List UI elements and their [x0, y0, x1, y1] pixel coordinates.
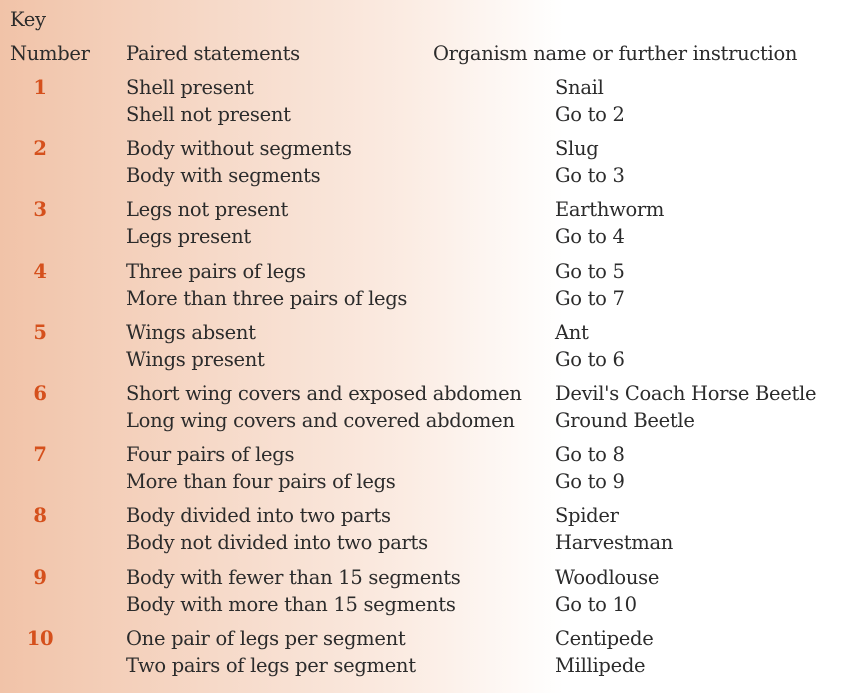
result-b: Go to 2: [555, 103, 625, 126]
result-b: Go to 10: [555, 592, 637, 616]
key-row-group: [0, 260, 854, 316]
key-row-group: [0, 137, 854, 193]
statement-b: Wings present: [126, 347, 265, 371]
result-a: Snail: [555, 76, 604, 99]
key-row-group: [0, 566, 854, 622]
statement-a: Three pairs of legs: [126, 259, 306, 283]
key-row-group: [0, 627, 854, 683]
result-b: Harvestman: [555, 531, 674, 555]
result-a: Go to 5: [555, 259, 625, 283]
key-number: 3: [33, 198, 47, 222]
key-row-group: [0, 443, 854, 499]
statement-a: Body divided into two parts: [126, 504, 391, 528]
statement-b: More than four pairs of legs: [126, 470, 396, 494]
key-row-group: [0, 198, 854, 254]
result-a: Centipede: [555, 626, 654, 650]
result-b: Go to 6: [555, 347, 625, 371]
statement-a: Body with fewer than 15 segments: [126, 565, 461, 589]
header-statements: Paired statements: [126, 42, 300, 65]
result-b: Ground Beetle: [555, 409, 695, 432]
key-row-group: [0, 321, 854, 377]
statement-b: Legs present: [126, 225, 251, 249]
statement-a: Body without segments: [126, 137, 352, 161]
statement-b: Body with more than 15 segments: [126, 592, 456, 616]
statement-a: Legs not present: [126, 198, 288, 222]
result-b: Go to 3: [555, 164, 625, 188]
statement-b: Shell not present: [126, 103, 291, 126]
key-number: 6: [33, 382, 47, 405]
statement-a: Wings absent: [126, 320, 256, 344]
key-number: 8: [33, 504, 47, 528]
key-number: 4: [33, 259, 47, 283]
key-title: Key: [10, 8, 46, 31]
key-number: 1: [33, 76, 47, 99]
statement-a: One pair of legs per segment: [126, 626, 406, 650]
statement-b: More than three pairs of legs: [126, 286, 408, 310]
key-number: 7: [33, 443, 47, 467]
header-number: Number: [10, 42, 90, 65]
key-row-group: [0, 76, 854, 132]
result-b: Go to 9: [555, 470, 625, 494]
statement-b: Body with segments: [126, 164, 321, 188]
header-result: Organism name or further instruction: [433, 42, 798, 65]
result-a: Earthworm: [555, 198, 665, 222]
statement-a: Shell present: [126, 76, 254, 99]
statement-b: Long wing covers and covered abdomen: [126, 409, 515, 432]
key-row-group: [0, 382, 854, 438]
statement-b: Body not divided into two parts: [126, 531, 428, 555]
result-a: Go to 8: [555, 443, 625, 467]
key-number: 9: [33, 565, 47, 589]
statement-a: Short wing covers and exposed abdomen: [126, 382, 522, 405]
key-number: 5: [33, 320, 47, 344]
result-a: Slug: [555, 137, 599, 161]
key-number: 10: [26, 626, 54, 650]
result-b: Go to 4: [555, 225, 625, 249]
result-a: Ant: [555, 320, 589, 344]
result-a: Devil's Coach Horse Beetle: [555, 382, 817, 405]
result-a: Spider: [555, 504, 619, 528]
result-b: Go to 7: [555, 286, 625, 310]
statement-a: Four pairs of legs: [126, 443, 295, 467]
key-row-group: [0, 504, 854, 560]
key-number: 2: [33, 137, 47, 161]
result-a: Woodlouse: [555, 565, 660, 589]
statement-b: Two pairs of legs per segment: [126, 653, 416, 677]
result-b: Millipede: [555, 653, 646, 677]
